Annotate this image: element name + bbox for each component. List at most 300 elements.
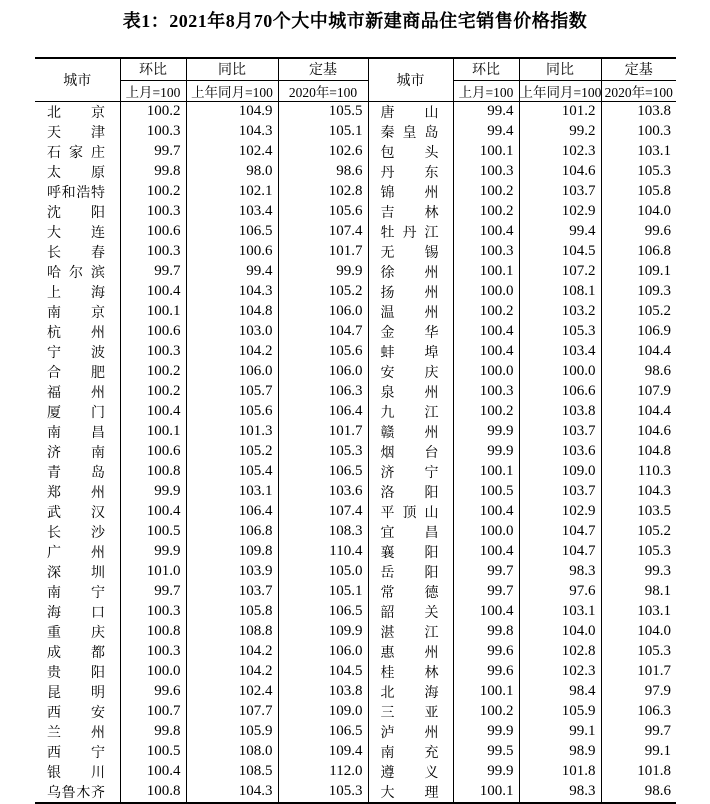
mom-index-cell: 100.3 <box>120 642 186 662</box>
city-name: 蚌 埠 <box>380 345 439 361</box>
mom-index-cell: 100.4 <box>453 322 519 342</box>
city-name: 扬 州 <box>380 285 439 301</box>
yoy-index-cell: 104.2 <box>186 642 278 662</box>
yoy-index-cell: 99.2 <box>519 122 601 142</box>
fixed-index-cell: 106.9 <box>601 322 676 342</box>
column-subheader-yoy-base-right: 上年同月=100 <box>519 80 601 101</box>
fixed-index-cell: 98.6 <box>278 162 368 182</box>
yoy-index-cell: 107.7 <box>186 702 278 722</box>
city-name: 南 昌 <box>47 425 105 441</box>
yoy-index-cell: 102.9 <box>519 202 601 222</box>
yoy-index-cell: 104.0 <box>519 622 601 642</box>
city-name: 乌 鲁 木 齐 <box>47 785 105 801</box>
mom-index-cell: 100.6 <box>120 222 186 242</box>
mom-index-cell: 100.6 <box>120 322 186 342</box>
yoy-index-cell: 104.6 <box>519 162 601 182</box>
mom-index-cell: 100.0 <box>453 282 519 302</box>
mom-index-cell: 100.2 <box>453 182 519 202</box>
fixed-index-cell: 102.6 <box>278 142 368 162</box>
city-cell <box>35 742 120 762</box>
mom-index-cell: 99.8 <box>453 622 519 642</box>
mom-index-cell: 100.1 <box>453 782 519 803</box>
city-name: 郑 州 <box>47 485 105 501</box>
column-header-fixedbase-left: 定基 <box>278 58 368 80</box>
fixed-index-cell: 105.3 <box>601 642 676 662</box>
city-name: 秦 皇 岛 <box>380 125 439 141</box>
table-header <box>35 58 676 101</box>
yoy-index-cell: 99.1 <box>519 722 601 742</box>
fixed-index-cell: 106.3 <box>278 382 368 402</box>
yoy-index-cell: 102.8 <box>519 642 601 662</box>
city-name: 无 锡 <box>380 245 439 261</box>
yoy-index-cell: 102.4 <box>186 142 278 162</box>
mom-index-cell: 100.5 <box>120 742 186 762</box>
yoy-index-cell: 103.7 <box>519 422 601 442</box>
table-row <box>35 662 676 682</box>
yoy-index-cell: 103.0 <box>186 322 278 342</box>
mom-index-cell: 99.6 <box>120 682 186 702</box>
table-row <box>35 362 676 382</box>
table-row <box>35 122 676 142</box>
city-cell <box>368 542 453 562</box>
city-name: 昆 明 <box>47 685 105 701</box>
fixed-index-cell: 109.4 <box>278 742 368 762</box>
city-cell <box>35 162 120 182</box>
yoy-index-cell: 104.3 <box>186 782 278 803</box>
city-name: 长 沙 <box>47 525 105 541</box>
mom-index-cell: 99.9 <box>453 422 519 442</box>
fixed-index-cell: 105.3 <box>278 782 368 803</box>
city-cell <box>368 462 453 482</box>
mom-index-cell: 100.4 <box>453 602 519 622</box>
yoy-index-cell: 104.3 <box>186 122 278 142</box>
mom-index-cell: 99.8 <box>120 722 186 742</box>
city-name: 大 理 <box>380 785 439 801</box>
column-header-city-right: 城市 <box>368 58 453 101</box>
page-title: 表1：2021年8月70个大中城市新建商品住宅销售价格指数 <box>122 11 588 31</box>
mom-index-cell: 100.4 <box>120 762 186 782</box>
city-cell <box>368 101 453 122</box>
city-cell <box>368 522 453 542</box>
city-name: 泉 州 <box>380 385 439 401</box>
city-name: 重 庆 <box>47 625 105 641</box>
city-name: 三 亚 <box>380 705 439 721</box>
table-row <box>35 402 676 422</box>
fixed-index-cell: 99.9 <box>278 262 368 282</box>
table-row <box>35 782 676 803</box>
yoy-index-cell: 101.2 <box>519 101 601 122</box>
fixed-index-cell: 106.0 <box>278 302 368 322</box>
yoy-index-cell: 105.4 <box>186 462 278 482</box>
yoy-index-cell: 108.0 <box>186 742 278 762</box>
city-name: 宁 波 <box>47 345 105 361</box>
city-cell <box>368 422 453 442</box>
city-cell <box>35 442 120 462</box>
city-name: 南 宁 <box>47 585 105 601</box>
fixed-index-cell: 109.0 <box>278 702 368 722</box>
mom-index-cell: 99.9 <box>453 722 519 742</box>
yoy-index-cell: 103.6 <box>519 442 601 462</box>
fixed-index-cell: 104.0 <box>601 622 676 642</box>
fixed-index-cell: 103.1 <box>601 142 676 162</box>
table-row <box>35 262 676 282</box>
yoy-index-cell: 97.6 <box>519 582 601 602</box>
mom-index-cell: 100.2 <box>120 362 186 382</box>
city-cell <box>368 742 453 762</box>
table-row <box>35 582 676 602</box>
city-cell <box>368 662 453 682</box>
city-name: 厦 门 <box>47 405 105 421</box>
yoy-index-cell: 106.0 <box>186 362 278 382</box>
city-cell <box>368 362 453 382</box>
city-cell <box>368 182 453 202</box>
mom-index-cell: 100.2 <box>453 702 519 722</box>
fixed-index-cell: 103.8 <box>278 682 368 702</box>
city-cell <box>368 222 453 242</box>
city-name: 大 连 <box>47 225 105 241</box>
table-row <box>35 622 676 642</box>
mom-index-cell: 100.5 <box>453 482 519 502</box>
table-row <box>35 302 676 322</box>
city-cell <box>368 642 453 662</box>
mom-index-cell: 99.7 <box>453 582 519 602</box>
city-cell <box>35 722 120 742</box>
yoy-index-cell: 102.3 <box>519 662 601 682</box>
mom-index-cell: 99.7 <box>453 562 519 582</box>
mom-index-cell: 100.2 <box>120 382 186 402</box>
column-header-yoy-left: 同比 <box>186 58 278 80</box>
city-name: 济 宁 <box>380 465 439 481</box>
mom-index-cell: 99.7 <box>120 262 186 282</box>
city-name: 徐 州 <box>380 265 439 281</box>
yoy-index-cell: 108.5 <box>186 762 278 782</box>
city-cell <box>368 342 453 362</box>
fixed-index-cell: 107.4 <box>278 502 368 522</box>
city-name: 贵 阳 <box>47 665 105 681</box>
table-row <box>35 382 676 402</box>
mom-index-cell: 99.9 <box>453 442 519 462</box>
city-cell <box>35 782 120 803</box>
mom-index-cell: 100.2 <box>120 101 186 122</box>
city-name: 天 津 <box>47 125 105 141</box>
mom-index-cell: 99.6 <box>453 642 519 662</box>
fixed-index-cell: 104.6 <box>601 422 676 442</box>
mom-index-cell: 100.1 <box>453 682 519 702</box>
city-name: 赣 州 <box>380 425 439 441</box>
yoy-index-cell: 104.7 <box>519 522 601 542</box>
table-row <box>35 202 676 222</box>
fixed-index-cell: 99.1 <box>601 742 676 762</box>
city-cell <box>35 702 120 722</box>
column-header-fixedbase-right: 定基 <box>601 58 676 80</box>
city-cell <box>368 602 453 622</box>
yoy-index-cell: 108.1 <box>519 282 601 302</box>
yoy-index-cell: 103.1 <box>186 482 278 502</box>
city-cell <box>35 642 120 662</box>
mom-index-cell: 99.6 <box>453 662 519 682</box>
city-name: 韶 关 <box>380 605 439 621</box>
city-name: 西 宁 <box>47 745 105 761</box>
fixed-index-cell: 101.7 <box>278 242 368 262</box>
mom-index-cell: 100.2 <box>453 402 519 422</box>
city-cell <box>368 482 453 502</box>
yoy-index-cell: 104.9 <box>186 101 278 122</box>
city-cell <box>35 262 120 282</box>
yoy-index-cell: 98.4 <box>519 682 601 702</box>
fixed-index-cell: 105.0 <box>278 562 368 582</box>
yoy-index-cell: 103.4 <box>519 342 601 362</box>
city-cell <box>368 142 453 162</box>
city-cell <box>368 582 453 602</box>
city-name: 岳 阳 <box>380 565 439 581</box>
table-row <box>35 742 676 762</box>
city-name: 金 华 <box>380 325 439 341</box>
mom-index-cell: 100.3 <box>120 342 186 362</box>
mom-index-cell: 100.1 <box>453 462 519 482</box>
fixed-index-cell: 105.6 <box>278 342 368 362</box>
city-name: 西 安 <box>47 705 105 721</box>
mom-index-cell: 100.0 <box>120 662 186 682</box>
yoy-index-cell: 104.2 <box>186 342 278 362</box>
fixed-index-cell: 105.3 <box>278 442 368 462</box>
city-name: 宜 昌 <box>380 525 439 541</box>
fixed-index-cell: 104.5 <box>278 662 368 682</box>
city-cell <box>35 462 120 482</box>
city-cell <box>35 422 120 442</box>
mom-index-cell: 100.3 <box>120 242 186 262</box>
fixed-index-cell: 106.0 <box>278 362 368 382</box>
mom-index-cell: 100.3 <box>453 382 519 402</box>
fixed-index-cell: 107.4 <box>278 222 368 242</box>
city-cell <box>35 362 120 382</box>
city-cell <box>368 782 453 803</box>
column-subheader-mom-base-left: 上月=100 <box>120 80 186 101</box>
table-row <box>35 101 676 122</box>
mom-index-cell: 100.2 <box>453 302 519 322</box>
mom-index-cell: 100.8 <box>120 462 186 482</box>
yoy-index-cell: 99.4 <box>519 222 601 242</box>
city-cell <box>35 522 120 542</box>
fixed-index-cell: 99.7 <box>601 722 676 742</box>
mom-index-cell: 100.8 <box>120 622 186 642</box>
city-name: 湛 江 <box>380 625 439 641</box>
mom-index-cell: 99.9 <box>120 542 186 562</box>
mom-index-cell: 100.0 <box>453 522 519 542</box>
city-name: 九 江 <box>380 405 439 421</box>
yoy-index-cell: 109.0 <box>519 462 601 482</box>
mom-index-cell: 100.6 <box>120 442 186 462</box>
yoy-index-cell: 100.6 <box>186 242 278 262</box>
city-cell <box>35 622 120 642</box>
fixed-index-cell: 104.3 <box>601 482 676 502</box>
fixed-index-cell: 107.9 <box>601 382 676 402</box>
city-cell <box>368 122 453 142</box>
mom-index-cell: 100.4 <box>120 402 186 422</box>
column-header-city-left: 城市 <box>35 58 120 101</box>
mom-index-cell: 100.4 <box>453 342 519 362</box>
fixed-index-cell: 106.8 <box>601 242 676 262</box>
yoy-index-cell: 106.6 <box>519 382 601 402</box>
city-cell <box>35 101 120 122</box>
city-cell <box>368 702 453 722</box>
fixed-index-cell: 106.5 <box>278 602 368 622</box>
yoy-index-cell: 102.1 <box>186 182 278 202</box>
column-subheader-fixed-base-right: 2020年=100 <box>601 80 676 101</box>
city-name: 泸 州 <box>380 725 439 741</box>
yoy-index-cell: 103.7 <box>519 182 601 202</box>
mom-index-cell: 99.4 <box>453 101 519 122</box>
city-cell <box>35 182 120 202</box>
city-name: 丹 东 <box>380 165 439 181</box>
yoy-index-cell: 103.7 <box>186 582 278 602</box>
yoy-index-cell: 105.6 <box>186 402 278 422</box>
table-row <box>35 762 676 782</box>
table-row <box>35 682 676 702</box>
yoy-index-cell: 105.7 <box>186 382 278 402</box>
city-name: 武 汉 <box>47 505 105 521</box>
mom-index-cell: 100.5 <box>120 522 186 542</box>
yoy-index-cell: 98.9 <box>519 742 601 762</box>
city-cell <box>35 282 120 302</box>
city-name: 石 家 庄 <box>47 145 105 161</box>
yoy-index-cell: 105.3 <box>519 322 601 342</box>
fixed-index-cell: 98.6 <box>601 362 676 382</box>
fixed-index-cell: 112.0 <box>278 762 368 782</box>
city-cell <box>368 242 453 262</box>
yoy-index-cell: 109.8 <box>186 542 278 562</box>
table-row <box>35 142 676 162</box>
city-name: 锦 州 <box>380 185 439 201</box>
yoy-index-cell: 105.9 <box>186 722 278 742</box>
fixed-index-cell: 98.1 <box>601 582 676 602</box>
fixed-index-cell: 105.3 <box>601 542 676 562</box>
fixed-index-cell: 105.3 <box>601 162 676 182</box>
city-cell <box>35 322 120 342</box>
mom-index-cell: 99.9 <box>453 762 519 782</box>
mom-index-cell: 100.1 <box>453 142 519 162</box>
table-row <box>35 322 676 342</box>
city-cell <box>35 402 120 422</box>
fixed-index-cell: 106.3 <box>601 702 676 722</box>
city-name: 福 州 <box>47 385 105 401</box>
yoy-index-cell: 103.1 <box>519 602 601 622</box>
city-cell <box>35 342 120 362</box>
mom-index-cell: 100.1 <box>453 262 519 282</box>
table-row <box>35 482 676 502</box>
city-name: 上 海 <box>47 285 105 301</box>
yoy-index-cell: 104.5 <box>519 242 601 262</box>
city-name: 常 德 <box>380 585 439 601</box>
mom-index-cell: 101.0 <box>120 562 186 582</box>
table-row <box>35 342 676 362</box>
table-row <box>35 502 676 522</box>
table-row <box>35 242 676 262</box>
mom-index-cell: 100.1 <box>120 422 186 442</box>
city-name: 呼 和 浩 特 <box>47 185 105 201</box>
fixed-index-cell: 106.5 <box>278 462 368 482</box>
city-cell <box>368 622 453 642</box>
city-cell <box>368 162 453 182</box>
city-name: 温 州 <box>380 305 439 321</box>
city-cell <box>368 682 453 702</box>
table-row <box>35 162 676 182</box>
fixed-index-cell: 104.8 <box>601 442 676 462</box>
city-name: 桂 林 <box>380 665 439 681</box>
fixed-index-cell: 103.1 <box>601 602 676 622</box>
mom-index-cell: 100.2 <box>453 202 519 222</box>
table-row <box>35 422 676 442</box>
column-subheader-mom-base-right: 上月=100 <box>453 80 519 101</box>
yoy-index-cell: 106.4 <box>186 502 278 522</box>
fixed-index-cell: 109.3 <box>601 282 676 302</box>
table-row <box>35 282 676 302</box>
city-cell <box>368 202 453 222</box>
fixed-index-cell: 110.3 <box>601 462 676 482</box>
fixed-index-cell: 104.4 <box>601 402 676 422</box>
yoy-index-cell: 103.8 <box>519 402 601 422</box>
city-cell <box>368 402 453 422</box>
mom-index-cell: 100.3 <box>120 602 186 622</box>
city-name: 平 顶 山 <box>380 505 439 521</box>
fixed-index-cell: 105.6 <box>278 202 368 222</box>
yoy-index-cell: 104.8 <box>186 302 278 322</box>
city-cell <box>35 382 120 402</box>
mom-index-cell: 99.4 <box>453 122 519 142</box>
mom-index-cell: 100.3 <box>453 242 519 262</box>
city-cell <box>35 122 120 142</box>
city-name: 沈 阳 <box>47 205 105 221</box>
fixed-index-cell: 109.1 <box>601 262 676 282</box>
column-header-yoy-right: 同比 <box>519 58 601 80</box>
mom-index-cell: 100.2 <box>120 182 186 202</box>
column-subheader-fixed-base-left: 2020年=100 <box>278 80 368 101</box>
city-cell <box>35 242 120 262</box>
city-name: 南 充 <box>380 745 439 761</box>
yoy-index-cell: 105.9 <box>519 702 601 722</box>
city-cell <box>35 562 120 582</box>
city-cell <box>35 202 120 222</box>
fixed-index-cell: 104.0 <box>601 202 676 222</box>
mom-index-cell: 100.3 <box>453 162 519 182</box>
table-row <box>35 222 676 242</box>
table-row <box>35 722 676 742</box>
table-row <box>35 542 676 562</box>
mom-index-cell: 99.9 <box>120 482 186 502</box>
city-cell <box>35 602 120 622</box>
fixed-index-cell: 98.6 <box>601 782 676 803</box>
city-cell <box>368 722 453 742</box>
fixed-index-cell: 99.3 <box>601 562 676 582</box>
table-row <box>35 702 676 722</box>
city-name: 唐 山 <box>380 105 439 121</box>
mom-index-cell: 100.0 <box>453 362 519 382</box>
yoy-index-cell: 108.8 <box>186 622 278 642</box>
mom-index-cell: 99.8 <box>120 162 186 182</box>
yoy-index-cell: 102.9 <box>519 502 601 522</box>
column-subheader-yoy-base-left: 上年同月=100 <box>186 80 278 101</box>
city-cell <box>368 442 453 462</box>
fixed-index-cell: 102.8 <box>278 182 368 202</box>
city-name: 青 岛 <box>47 465 105 481</box>
city-name: 成 都 <box>47 645 105 661</box>
fixed-index-cell: 101.7 <box>278 422 368 442</box>
fixed-index-cell: 105.2 <box>601 302 676 322</box>
city-cell <box>368 502 453 522</box>
table-row <box>35 182 676 202</box>
city-name: 南 京 <box>47 305 105 321</box>
fixed-index-cell: 103.8 <box>601 101 676 122</box>
fixed-index-cell: 105.8 <box>601 182 676 202</box>
